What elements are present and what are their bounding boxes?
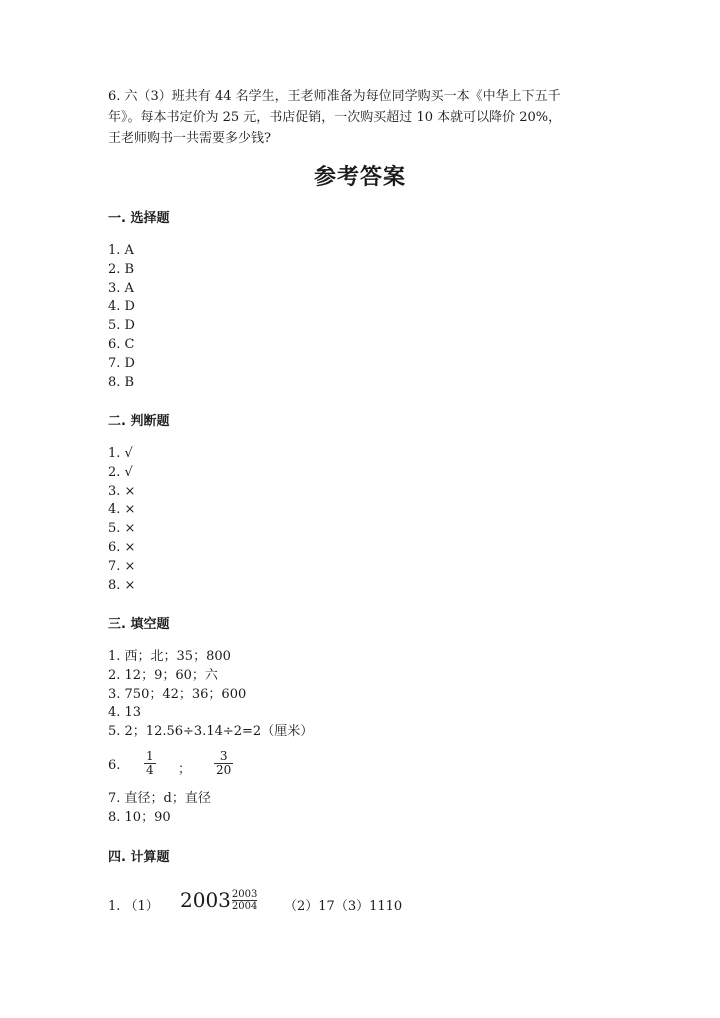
- list-item: 3. A: [108, 280, 134, 296]
- list-item: 3. ×: [108, 483, 136, 499]
- fill-answer-list-continued: [108, 790, 211, 828]
- question-6: [108, 86, 608, 149]
- list-item: 7. D: [108, 355, 135, 371]
- list-item: 6. ×: [108, 539, 136, 555]
- list-item: 8. 10；90: [108, 809, 171, 825]
- judge-answer-list: [108, 445, 135, 595]
- section-heading-fill: 三. 填空题: [108, 617, 170, 632]
- list-item: 5. 2；12.56÷3.14÷2=2（厘米）: [108, 724, 314, 740]
- item-number: 6.: [108, 758, 121, 773]
- question-6-line-2: 年》。每本书定价为 25 元，书店促销，一次购买超过 10 本就可以降价 20%，: [108, 110, 562, 125]
- fraction-numerator: 2003: [231, 888, 258, 900]
- section-heading-choice: 一. 选择题: [108, 211, 170, 226]
- fraction-one-quarter: [144, 750, 156, 777]
- list-item: 4. 13: [108, 705, 142, 721]
- list-item: 8. ×: [108, 577, 136, 593]
- list-item: 1. √: [108, 446, 133, 461]
- list-item: 1. A: [108, 243, 134, 258]
- list-item: 4. ×: [108, 502, 136, 518]
- list-item: 5. ×: [108, 521, 136, 537]
- mixed-number-fraction: [232, 889, 257, 912]
- fraction-denominator: 20: [216, 763, 232, 777]
- calc-item-1: [108, 888, 508, 920]
- list-item: 8. B: [108, 374, 135, 390]
- answers-title: 参考答案: [313, 165, 406, 190]
- fraction-numerator: 1: [146, 749, 154, 763]
- item-number: 1. （1）: [108, 899, 159, 914]
- fill-item-6: [108, 750, 408, 784]
- fraction-three-twentieths: [214, 750, 233, 777]
- list-item: 7. ×: [108, 558, 136, 574]
- list-item: 2. 12；9；60；六: [108, 667, 218, 683]
- fill-answer-list: [108, 648, 313, 742]
- fraction-denominator: 4: [146, 763, 154, 777]
- mixed-number: [180, 888, 257, 912]
- choice-answer-list: [108, 242, 135, 392]
- list-item: 1. 西；北；35；800: [108, 649, 231, 664]
- list-item: 2. B: [108, 261, 135, 277]
- list-item: 3. 750；42；36；600: [108, 686, 247, 702]
- list-item: 6. C: [108, 336, 135, 352]
- mixed-number-whole: 2003: [180, 888, 231, 912]
- list-item: 7. 直径；d；直径: [108, 791, 211, 806]
- question-6-line-3: 王老师购书一共需要多少钱?: [108, 131, 271, 146]
- fraction-denominator: 2004: [231, 900, 258, 912]
- section-heading-judge: 二. 判断题: [108, 414, 170, 429]
- question-6-line-1: 6. 六（3）班共有 44 名学生，王老师准备为每位同学购买一本《中华上下五千: [108, 89, 561, 104]
- separator: ；: [178, 762, 192, 777]
- section-heading-calc: 四. 计算题: [108, 850, 170, 865]
- fraction-numerator: 3: [219, 749, 228, 763]
- list-item: 4. D: [108, 299, 135, 315]
- list-item: 5. D: [108, 318, 135, 334]
- list-item: 2. √: [108, 464, 133, 480]
- calc-item-1-rest: （2）17（3）1110: [284, 899, 403, 914]
